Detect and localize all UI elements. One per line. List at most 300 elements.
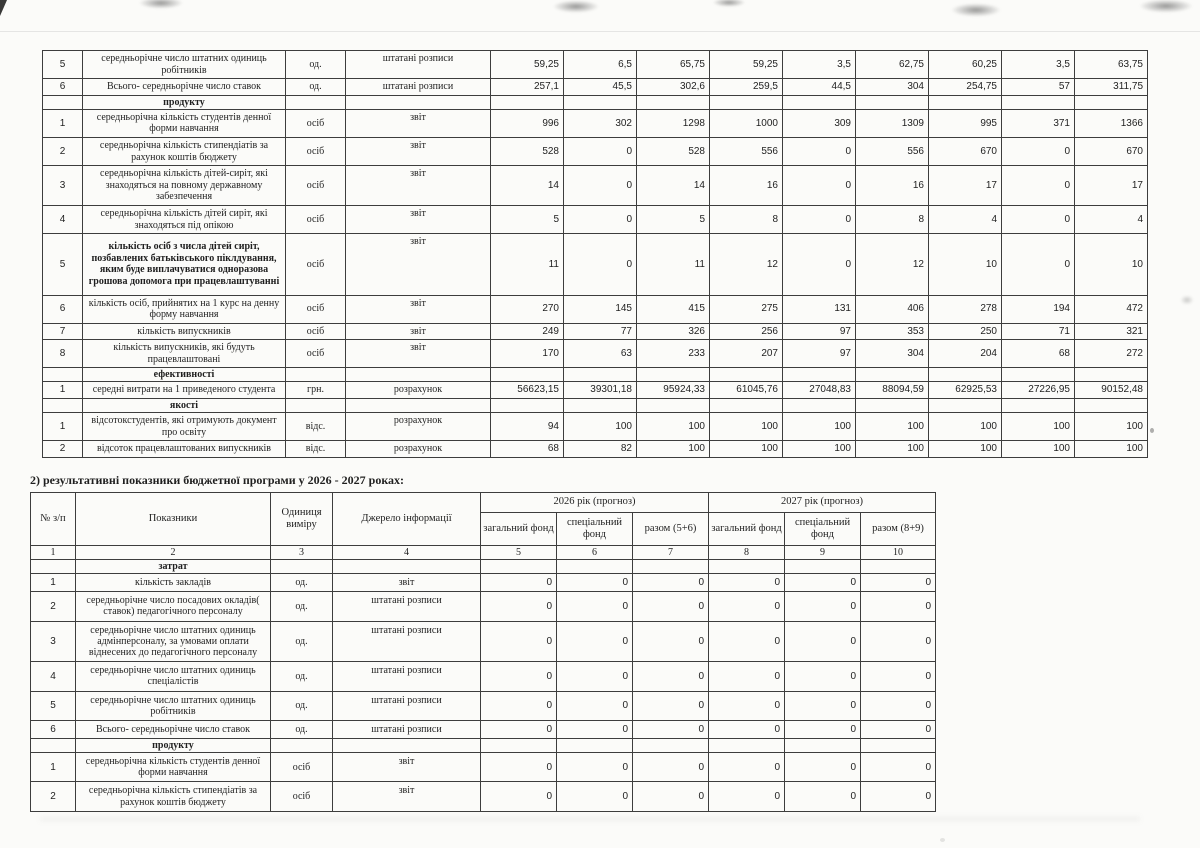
- value-cell: 3,5: [783, 51, 856, 79]
- row-number-cell: [31, 739, 76, 753]
- value-cell: 0: [633, 720, 709, 738]
- value-cell: 60,25: [929, 51, 1002, 79]
- value-cell: 59,25: [491, 51, 564, 79]
- value-cell: [1075, 399, 1148, 413]
- value-cell: 0: [557, 621, 633, 662]
- value-cell: [491, 399, 564, 413]
- column-number: 2: [76, 546, 271, 560]
- unit-cell: [271, 739, 333, 753]
- header-special-fund-2027: спеціальний фонд: [785, 513, 861, 546]
- value-cell: [557, 560, 633, 574]
- value-cell: 0: [481, 691, 557, 720]
- value-cell: 61045,76: [710, 382, 783, 399]
- scan-smudge: [1138, 0, 1194, 13]
- value-cell: 94: [491, 413, 564, 441]
- header-general-fund-2027: загальний фонд: [709, 513, 785, 546]
- value-cell: [861, 739, 936, 753]
- value-cell: 6,5: [564, 51, 637, 79]
- header-source: Джерело інформації: [333, 493, 481, 546]
- value-cell: 5: [491, 205, 564, 233]
- value-cell: 0: [709, 720, 785, 738]
- row-number-cell: 3: [43, 166, 83, 206]
- value-cell: 0: [709, 592, 785, 621]
- value-cell: 0: [481, 621, 557, 662]
- indicator-row: [31, 691, 936, 720]
- value-cell: 259,5: [710, 79, 783, 96]
- value-cell: [710, 399, 783, 413]
- indicator-row: [31, 720, 936, 738]
- indicator-name-cell: середньорічна кількість студентів денної форми навчання: [83, 109, 286, 137]
- value-cell: 0: [861, 782, 936, 811]
- value-cell: [856, 368, 929, 382]
- value-cell: 0: [557, 753, 633, 782]
- value-cell: 0: [1002, 234, 1075, 295]
- value-cell: 278: [929, 295, 1002, 323]
- value-cell: 62,75: [856, 51, 929, 79]
- source-cell: штатані розписи: [346, 51, 491, 79]
- value-cell: 4: [929, 205, 1002, 233]
- source-cell: [333, 560, 481, 574]
- value-cell: 65,75: [637, 51, 710, 79]
- section-label-cell: якості: [83, 399, 286, 413]
- value-cell: 0: [1002, 137, 1075, 165]
- indicator-name-cell: середньорічна кількість стипендіатів за рахунок коштів бюджету: [76, 782, 271, 811]
- value-cell: [491, 95, 564, 109]
- source-cell: розрахунок: [346, 441, 491, 458]
- value-cell: [637, 95, 710, 109]
- row-number-cell: [43, 368, 83, 382]
- value-cell: 311,75: [1075, 79, 1148, 96]
- value-cell: 59,25: [710, 51, 783, 79]
- value-cell: 0: [709, 662, 785, 691]
- row-number-cell: 2: [31, 782, 76, 811]
- row-number-cell: 1: [31, 753, 76, 782]
- column-number: 6: [557, 546, 633, 560]
- value-cell: [633, 560, 709, 574]
- value-cell: 100: [856, 413, 929, 441]
- header-unit: Одиниця виміру: [271, 493, 333, 546]
- value-cell: 326: [637, 323, 710, 340]
- value-cell: 1366: [1075, 109, 1148, 137]
- scan-edge-line: [0, 31, 1200, 32]
- value-cell: 0: [783, 166, 856, 206]
- header-year-2027: 2027 рік (прогноз): [709, 493, 936, 513]
- value-cell: 556: [710, 137, 783, 165]
- value-cell: [783, 399, 856, 413]
- source-cell: [346, 368, 491, 382]
- indicator-row: [31, 574, 936, 592]
- source-cell: штатані розписи: [333, 662, 481, 691]
- table2-title: 2) результативні показники бюджетної програми у 2026 - 2027 роках:: [30, 473, 405, 487]
- source-cell: звіт: [346, 234, 491, 295]
- source-cell: штатані розписи: [333, 720, 481, 738]
- value-cell: 71: [1002, 323, 1075, 340]
- scan-smudge: [950, 3, 1002, 17]
- source-cell: розрахунок: [346, 413, 491, 441]
- value-cell: 0: [481, 574, 557, 592]
- value-cell: [710, 368, 783, 382]
- indicator-name-cell: середньорічне число посадових окладів( ставок) педагогічного персоналу: [76, 592, 271, 621]
- value-cell: 100: [637, 413, 710, 441]
- value-cell: 0: [861, 720, 936, 738]
- row-number-cell: 7: [43, 323, 83, 340]
- value-cell: 353: [856, 323, 929, 340]
- value-cell: 56623,15: [491, 382, 564, 399]
- unit-cell: відс.: [286, 441, 346, 458]
- unit-cell: осіб: [286, 295, 346, 323]
- value-cell: 0: [481, 592, 557, 621]
- unit-cell: відс.: [286, 413, 346, 441]
- value-cell: 0: [785, 592, 861, 621]
- value-cell: 14: [491, 166, 564, 206]
- lower-results-table-2026-2027: [30, 492, 936, 812]
- value-cell: [709, 560, 785, 574]
- value-cell: 233: [637, 340, 710, 368]
- source-cell: звіт: [346, 109, 491, 137]
- value-cell: [491, 368, 564, 382]
- value-cell: 249: [491, 323, 564, 340]
- source-cell: звіт: [333, 753, 481, 782]
- unit-cell: осіб: [286, 166, 346, 206]
- source-cell: штатані розписи: [333, 592, 481, 621]
- value-cell: 0: [785, 574, 861, 592]
- value-cell: 0: [709, 782, 785, 811]
- value-cell: 100: [1075, 441, 1148, 458]
- indicator-row: [31, 753, 936, 782]
- value-cell: 82: [564, 441, 637, 458]
- value-cell: [1002, 399, 1075, 413]
- value-cell: 321: [1075, 323, 1148, 340]
- value-cell: 304: [856, 79, 929, 96]
- value-cell: 995: [929, 109, 1002, 137]
- value-cell: 100: [929, 413, 1002, 441]
- value-cell: 0: [557, 574, 633, 592]
- value-cell: 1000: [710, 109, 783, 137]
- indicator-name-cell: кількість закладів: [76, 574, 271, 592]
- value-cell: [785, 739, 861, 753]
- value-cell: [783, 95, 856, 109]
- value-cell: [929, 95, 1002, 109]
- value-cell: 88094,59: [856, 382, 929, 399]
- value-cell: 204: [929, 340, 1002, 368]
- value-cell: 0: [633, 662, 709, 691]
- section-label-cell: продукту: [83, 95, 286, 109]
- value-cell: 8: [710, 205, 783, 233]
- unit-cell: осіб: [271, 782, 333, 811]
- value-cell: 10: [929, 234, 1002, 295]
- indicator-name-cell: середньорічна кількість дітей-сиріт, які знаходяться на повному державному забезпечення: [83, 166, 286, 206]
- indicator-name-cell: середньорічна кількість дітей сиріт, які знаходяться під опікою: [83, 205, 286, 233]
- value-cell: 0: [564, 137, 637, 165]
- row-number-cell: 5: [43, 51, 83, 79]
- row-number-cell: [31, 560, 76, 574]
- value-cell: 17: [1075, 166, 1148, 206]
- scan-speck: [940, 838, 945, 842]
- indicator-row: [43, 323, 1148, 340]
- value-cell: [637, 399, 710, 413]
- source-cell: [346, 95, 491, 109]
- column-number: 7: [633, 546, 709, 560]
- value-cell: [710, 95, 783, 109]
- unit-cell: [286, 95, 346, 109]
- value-cell: 63: [564, 340, 637, 368]
- value-cell: 100: [710, 441, 783, 458]
- value-cell: 44,5: [783, 79, 856, 96]
- value-cell: 3,5: [1002, 51, 1075, 79]
- row-number-cell: 4: [31, 662, 76, 691]
- row-number-cell: 2: [31, 592, 76, 621]
- value-cell: 528: [491, 137, 564, 165]
- value-cell: 68: [1002, 340, 1075, 368]
- source-cell: звіт: [346, 166, 491, 206]
- header-indicators: Показники: [76, 493, 271, 546]
- value-cell: 275: [710, 295, 783, 323]
- value-cell: 250: [929, 323, 1002, 340]
- source-cell: [346, 399, 491, 413]
- unit-cell: [286, 399, 346, 413]
- value-cell: 100: [1075, 413, 1148, 441]
- value-cell: 100: [637, 441, 710, 458]
- indicator-name-cell: відсоток працевлаштованих випускників: [83, 441, 286, 458]
- value-cell: 415: [637, 295, 710, 323]
- indicator-name-cell: середньорічне число штатних одиниць спеціалістів: [76, 662, 271, 691]
- section-row: [31, 739, 936, 753]
- value-cell: 0: [481, 662, 557, 691]
- value-cell: 0: [633, 782, 709, 811]
- row-number-cell: 1: [43, 109, 83, 137]
- scan-shadow-band: [40, 816, 1140, 822]
- value-cell: 39301,18: [564, 382, 637, 399]
- value-cell: 0: [1002, 205, 1075, 233]
- header-total-2026: разом (5+6): [633, 513, 709, 546]
- value-cell: 100: [1002, 413, 1075, 441]
- unit-cell: осіб: [286, 205, 346, 233]
- value-cell: 0: [785, 720, 861, 738]
- value-cell: 0: [861, 691, 936, 720]
- scan-smudge: [1180, 295, 1194, 305]
- header-total-2027: разом (8+9): [861, 513, 936, 546]
- value-cell: [557, 739, 633, 753]
- value-cell: 1309: [856, 109, 929, 137]
- unit-cell: осіб: [286, 137, 346, 165]
- value-cell: 97: [783, 323, 856, 340]
- value-cell: 12: [856, 234, 929, 295]
- indicator-row: [31, 621, 936, 662]
- value-cell: 0: [785, 753, 861, 782]
- source-cell: звіт: [346, 323, 491, 340]
- value-cell: 309: [783, 109, 856, 137]
- row-number-cell: 6: [43, 79, 83, 96]
- indicator-row: [31, 662, 936, 691]
- source-cell: звіт: [333, 574, 481, 592]
- indicator-row: [43, 340, 1148, 368]
- value-cell: 63,75: [1075, 51, 1148, 79]
- value-cell: [564, 95, 637, 109]
- value-cell: 27048,83: [783, 382, 856, 399]
- value-cell: [856, 399, 929, 413]
- value-cell: 11: [637, 234, 710, 295]
- value-cell: 0: [633, 753, 709, 782]
- row-number-cell: 8: [43, 340, 83, 368]
- value-cell: [783, 368, 856, 382]
- value-cell: 0: [557, 720, 633, 738]
- value-cell: 207: [710, 340, 783, 368]
- value-cell: 170: [491, 340, 564, 368]
- indicator-name-cell: середні витрати на 1 приведеного студента: [83, 382, 286, 399]
- unit-cell: од.: [286, 79, 346, 96]
- value-cell: 0: [709, 753, 785, 782]
- column-number: 9: [785, 546, 861, 560]
- indicator-name-cell: середньорічна кількість студентів денної форми навчання: [76, 753, 271, 782]
- scan-smudge: [138, 0, 184, 9]
- value-cell: [1075, 95, 1148, 109]
- header-no: № з/п: [31, 493, 76, 546]
- indicator-name-cell: середньорічне число штатних одиниць робітників: [76, 691, 271, 720]
- value-cell: [481, 560, 557, 574]
- indicator-row: [31, 592, 936, 621]
- source-cell: штатані розписи: [333, 691, 481, 720]
- value-cell: 194: [1002, 295, 1075, 323]
- indicator-row: [43, 137, 1148, 165]
- unit-cell: осіб: [271, 753, 333, 782]
- value-cell: 670: [1075, 137, 1148, 165]
- scan-corner-mark: [0, 0, 7, 16]
- indicator-row: [43, 295, 1148, 323]
- value-cell: 14: [637, 166, 710, 206]
- section-row: [43, 368, 1148, 382]
- row-number-cell: 1: [31, 574, 76, 592]
- value-cell: 0: [564, 166, 637, 206]
- value-cell: 0: [785, 662, 861, 691]
- section-label-cell: ефективності: [83, 368, 286, 382]
- value-cell: 27226,95: [1002, 382, 1075, 399]
- value-cell: 406: [856, 295, 929, 323]
- value-cell: [929, 399, 1002, 413]
- indicator-row: [43, 413, 1148, 441]
- value-cell: 16: [710, 166, 783, 206]
- value-cell: 996: [491, 109, 564, 137]
- indicator-name-cell: Всього- середньорічне число ставок: [83, 79, 286, 96]
- value-cell: 62925,53: [929, 382, 1002, 399]
- row-number-cell: [43, 95, 83, 109]
- section-row: [43, 399, 1148, 413]
- row-number-cell: 5: [43, 234, 83, 295]
- value-cell: 0: [709, 621, 785, 662]
- indicator-row: [43, 441, 1148, 458]
- unit-cell: од.: [271, 720, 333, 738]
- indicator-row: [43, 234, 1148, 295]
- table2-column-numbers-row: [31, 546, 936, 560]
- value-cell: 131: [783, 295, 856, 323]
- value-cell: 100: [1002, 441, 1075, 458]
- row-number-cell: 4: [43, 205, 83, 233]
- column-number: 8: [709, 546, 785, 560]
- value-cell: 0: [709, 691, 785, 720]
- indicator-row: [43, 205, 1148, 233]
- unit-cell: од.: [271, 691, 333, 720]
- value-cell: 670: [929, 137, 1002, 165]
- header-year-2026: 2026 рік (прогноз): [481, 493, 709, 513]
- row-number-cell: 6: [31, 720, 76, 738]
- value-cell: 8: [856, 205, 929, 233]
- source-cell: розрахунок: [346, 382, 491, 399]
- indicator-name-cell: відсотокстудентів, які отримують документ про освіту: [83, 413, 286, 441]
- indicator-name-cell: кількість осіб з числа дітей сиріт, позбавлених батьківського піклдування, яким буде виплачуватися одноразова грошова допомога при працевлаштуванні: [83, 234, 286, 295]
- source-cell: [333, 739, 481, 753]
- value-cell: [785, 560, 861, 574]
- value-cell: 0: [783, 205, 856, 233]
- column-number: 3: [271, 546, 333, 560]
- value-cell: 0: [557, 662, 633, 691]
- section-row: [43, 95, 1148, 109]
- value-cell: 0: [481, 782, 557, 811]
- upper-results-table: [42, 50, 1148, 458]
- value-cell: 10: [1075, 234, 1148, 295]
- value-cell: 0: [1002, 166, 1075, 206]
- indicator-name-cell: кількість осіб, прийнятих на 1 курс на денну форму навчання: [83, 295, 286, 323]
- unit-cell: [286, 368, 346, 382]
- unit-cell: осіб: [286, 234, 346, 295]
- indicator-name-cell: кількість випускників: [83, 323, 286, 340]
- source-cell: звіт: [346, 295, 491, 323]
- value-cell: 0: [633, 691, 709, 720]
- value-cell: 0: [633, 621, 709, 662]
- value-cell: 0: [557, 592, 633, 621]
- value-cell: 45,5: [564, 79, 637, 96]
- value-cell: 68: [491, 441, 564, 458]
- unit-cell: грн.: [286, 382, 346, 399]
- value-cell: [856, 95, 929, 109]
- indicator-name-cell: середньорічне число штатних одиниць адмінперсоналу, за умовами оплати віднесених до педагогічного персоналу: [76, 621, 271, 662]
- scan-smudge: [712, 0, 746, 7]
- row-number-cell: 2: [43, 137, 83, 165]
- unit-cell: од.: [286, 51, 346, 79]
- unit-cell: од.: [271, 662, 333, 691]
- indicator-row: [31, 782, 936, 811]
- value-cell: 0: [785, 691, 861, 720]
- indicator-row: [43, 79, 1148, 96]
- value-cell: 100: [856, 441, 929, 458]
- column-number: 1: [31, 546, 76, 560]
- header-general-fund-2026: загальний фонд: [481, 513, 557, 546]
- value-cell: 302: [564, 109, 637, 137]
- value-cell: 0: [481, 720, 557, 738]
- value-cell: 371: [1002, 109, 1075, 137]
- row-number-cell: 1: [43, 382, 83, 399]
- indicator-name-cell: середньорічне число штатних одиниць робітників: [83, 51, 286, 79]
- unit-cell: од.: [271, 574, 333, 592]
- source-cell: штатані розписи: [333, 621, 481, 662]
- value-cell: 270: [491, 295, 564, 323]
- value-cell: 5: [637, 205, 710, 233]
- value-cell: [709, 739, 785, 753]
- table2-header-row: [31, 493, 936, 513]
- value-cell: 1298: [637, 109, 710, 137]
- value-cell: 57: [1002, 79, 1075, 96]
- value-cell: [861, 560, 936, 574]
- value-cell: 0: [783, 234, 856, 295]
- value-cell: 0: [861, 753, 936, 782]
- source-cell: штатані розписи: [346, 79, 491, 96]
- value-cell: 0: [557, 691, 633, 720]
- row-number-cell: [43, 399, 83, 413]
- value-cell: 0: [633, 574, 709, 592]
- indicator-name-cell: Всього- середньорічне число ставок: [76, 720, 271, 738]
- value-cell: [929, 368, 1002, 382]
- value-cell: [1002, 368, 1075, 382]
- value-cell: [1075, 368, 1148, 382]
- value-cell: 100: [783, 441, 856, 458]
